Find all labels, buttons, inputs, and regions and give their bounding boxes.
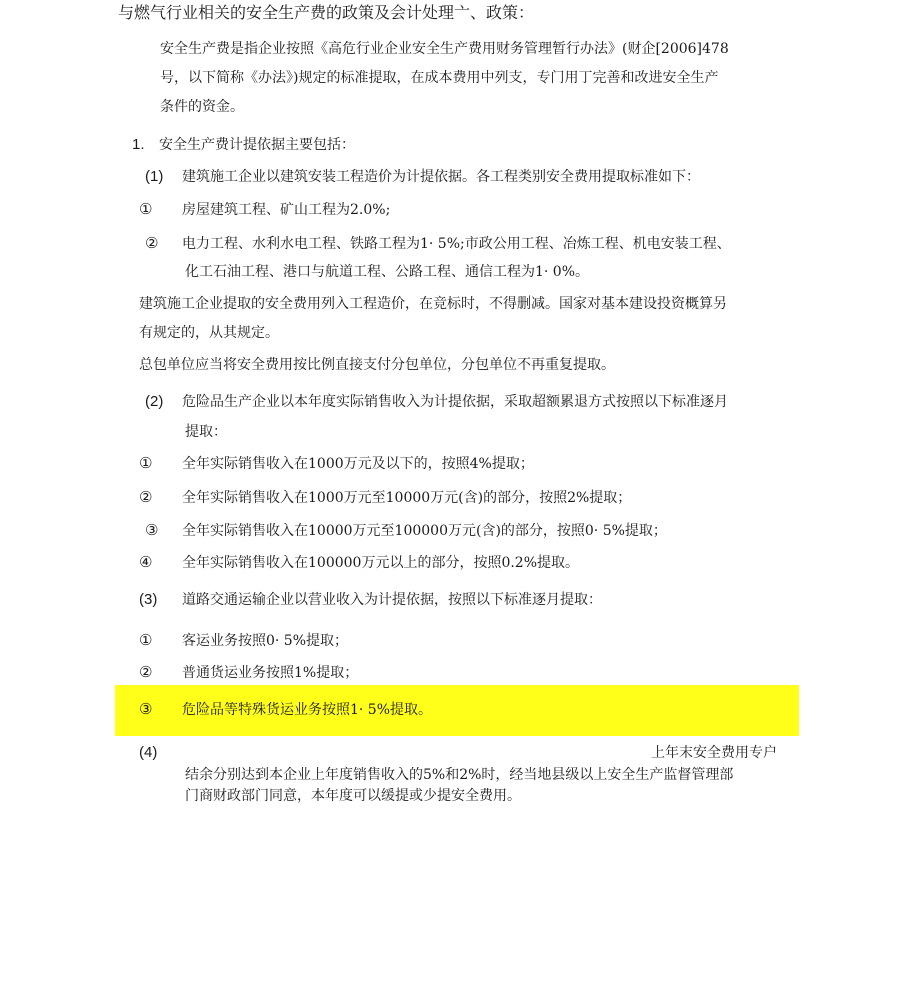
section-1-heading: 安全生产费计提依据主要包括：	[159, 137, 355, 153]
list-item: 全年实际销售收入在1000万元及以下的，按照4%提取；	[182, 456, 534, 472]
list-marker: ②	[145, 235, 159, 252]
list-item: 全年实际销售收入在10000万元至100000万元(含)的部分，按照0· 5%提取；	[182, 523, 667, 539]
list-marker: ④	[139, 554, 153, 571]
intro-line-3: 条件的资金。	[160, 99, 244, 115]
list-marker: ②	[139, 664, 153, 681]
list-item: 全年实际销售收入在100000万元以上的部分，按照0.2%提取。	[182, 555, 580, 571]
part-2-heading: 危险品生产企业以本年度实际销售收入为计提依据，采取超额累退方式按照以下标准逐月	[182, 394, 728, 410]
list-marker: ③	[145, 522, 159, 539]
part-1-heading: 建筑施工企业以建筑安装工程造价为计提依据。各工程类别安全费用提取标准如下：	[182, 169, 700, 185]
part-3-number: (3)	[139, 591, 158, 608]
part-4-line: 结余分别达到本企业上年度销售收入的5%和2%时，经当地县级以上安全生产监督管理部	[185, 767, 734, 783]
list-item: 电力工程、水利水电工程、铁路工程为1· 5%;市政公用工程、冶炼工程、机电安装工程、	[182, 236, 731, 252]
part-4-line-end: 上年末安全费用专户	[651, 745, 777, 761]
list-marker: ①	[139, 201, 153, 218]
list-item: 普通货运业务按照1%提取；	[182, 665, 359, 681]
list-marker: ③	[139, 701, 153, 718]
page-title: 与燃气行业相关的安全生产费的政策及会计处理亠、政策：	[118, 3, 535, 22]
part-4-number: (4)	[139, 744, 158, 761]
list-item: 房屋建筑工程、矿山工程为2.0%;	[182, 202, 391, 218]
part-1-number: (1)	[145, 168, 164, 185]
list-item: 全年实际销售收入在1000万元至10000万元(含)的部分，按照2%提取；	[182, 490, 632, 506]
paragraph-line: 建筑施工企业提取的安全费用列入工程造价，在竞标时，不得删减。国家对基本建设投资概算另	[139, 296, 727, 312]
list-marker: ②	[139, 489, 153, 506]
highlighted-list-item: 危险品等特殊货运业务按照1· 5%提取。	[182, 702, 433, 718]
list-item-continuation: 化工石油工程、港口与航道工程、公路工程、通信工程为1· 0%。	[185, 264, 590, 280]
intro-line-1: 安全生产费是指企业按照《高危行业企业安全生产费用财务管理暂行办法》(财企[2006]478	[160, 41, 729, 57]
part-2-heading-continuation: 提取：	[185, 424, 227, 440]
part-3-heading: 道路交通运输企业以营业收入为计提依据，按照以下标准逐月提取：	[182, 592, 602, 608]
part-4-line: 门商财政部门同意，本年度可以缓提或少提安全费用。	[185, 788, 521, 804]
intro-line-2: 号，以下简称《办法》)规定的标准提取，在成本费用中列支，专门用丁完善和改进安全生产	[160, 70, 719, 86]
section-1-number: 1.	[132, 136, 145, 153]
part-2-number: (2)	[145, 393, 164, 410]
list-marker: ①	[139, 632, 153, 649]
list-item: 客运业务按照0· 5%提取；	[182, 633, 349, 649]
paragraph-line: 有规定的，从其规定。	[139, 325, 279, 341]
paragraph-line: 总包单位应当将安全费用按比例直接支付分包单位，分包单位不再重复提取。	[139, 357, 615, 373]
list-marker: ①	[139, 455, 153, 472]
